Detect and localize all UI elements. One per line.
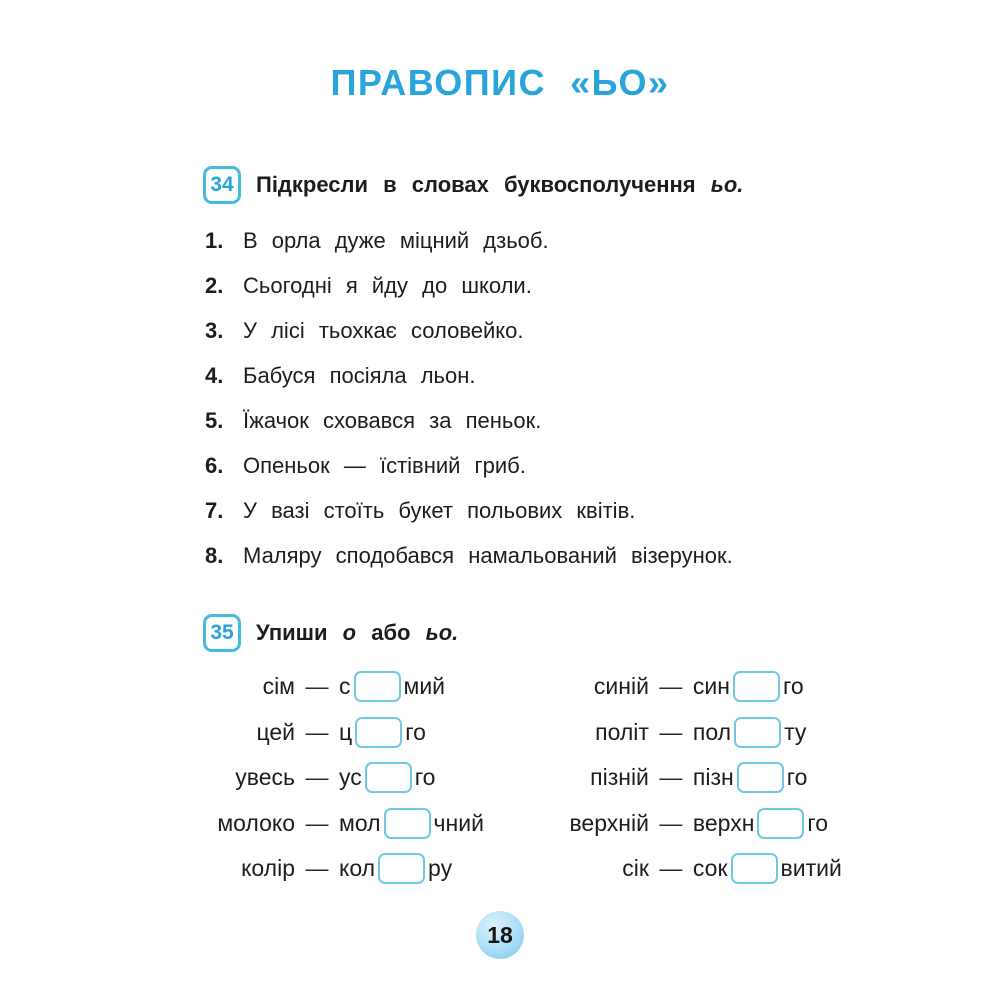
word-suffix: ру — [428, 855, 453, 882]
answer-blank[interactable] — [384, 808, 431, 839]
dash: — — [659, 673, 683, 700]
base-word: увесь — [235, 764, 295, 791]
sentence-number: 4. — [205, 362, 224, 388]
sentence-number: 6. — [205, 452, 224, 478]
exercise-35-section — [0, 614, 1000, 892]
answer-blank[interactable] — [757, 808, 804, 839]
instruction-text: або — [371, 620, 411, 645]
word-with-blank — [339, 853, 452, 884]
answer-blank[interactable] — [734, 717, 781, 748]
page-title-main: ПРАВОПИС — [330, 62, 547, 103]
word-pair-row — [534, 801, 842, 847]
answer-blank[interactable] — [365, 762, 412, 793]
word-pair-row — [198, 801, 484, 847]
dash: — — [305, 764, 329, 791]
pairs-column-right — [534, 664, 842, 892]
answer-blank[interactable] — [354, 671, 401, 702]
base-word: політ — [595, 718, 649, 745]
sentence-number: 2. — [205, 272, 224, 298]
word-with-blank — [693, 762, 808, 793]
instruction-text: Упиши — [256, 620, 328, 645]
sentence-text: Опеньок — їстівний гриб. — [243, 452, 526, 478]
sentence-list — [205, 218, 1000, 578]
word-with-blank — [693, 808, 828, 839]
word-prefix: сок — [692, 855, 728, 882]
sentence-text: Маляру сподобався намальований візерунок. — [243, 542, 733, 568]
word-prefix: ус — [339, 764, 362, 791]
sentence-number: 1. — [205, 227, 224, 253]
word-with-blank — [339, 671, 445, 702]
dash: — — [659, 809, 683, 836]
word-suffix: го — [786, 764, 808, 791]
word-pair-row — [534, 664, 842, 710]
sentence-text: Їжачок сховався за пеньок. — [243, 407, 542, 433]
answer-blank[interactable] — [378, 853, 425, 884]
dash: — — [305, 809, 329, 836]
word-with-blank — [693, 671, 804, 702]
instruction-emphasis: ьо. — [425, 620, 459, 645]
exercise-34-instruction — [256, 172, 743, 198]
word-prefix: кол — [339, 855, 376, 882]
word-with-blank — [339, 717, 426, 748]
word-prefix: мол — [339, 809, 381, 836]
sentence-item — [205, 353, 1000, 398]
word-suffix: го — [782, 673, 804, 700]
word-pair-row — [534, 846, 842, 892]
dash: — — [305, 718, 329, 745]
exercise-34-number-badge: 34 — [203, 166, 241, 204]
sentence-item — [205, 443, 1000, 488]
page-number-badge: 18 — [476, 911, 524, 959]
sentence-item — [205, 533, 1000, 578]
sentence-text: У вазі стоїть букет польових квітів. — [243, 497, 636, 523]
base-word: сік — [622, 855, 649, 882]
word-suffix: чний — [433, 809, 484, 836]
word-suffix: го — [807, 809, 829, 836]
sentence-item — [205, 488, 1000, 533]
page-title — [0, 0, 1000, 104]
sentence-item — [205, 263, 1000, 308]
word-pair-row — [198, 755, 484, 801]
sentence-number: 7. — [205, 497, 224, 523]
sentence-item — [205, 218, 1000, 263]
sentence-item — [205, 308, 1000, 353]
word-suffix: витий — [780, 855, 842, 882]
base-word: синій — [593, 673, 649, 700]
word-pair-row — [198, 664, 484, 710]
sentence-text: Сьогодні я йду до школи. — [243, 272, 532, 298]
answer-blank[interactable] — [355, 717, 402, 748]
sentence-number: 3. — [205, 317, 224, 343]
base-word: пізній — [590, 764, 649, 791]
base-word: верхній — [569, 809, 649, 836]
answer-blank[interactable] — [733, 671, 780, 702]
word-suffix: ту — [784, 718, 807, 745]
word-pair-row — [198, 710, 484, 756]
dash: — — [659, 718, 683, 745]
word-prefix: ц — [339, 718, 353, 745]
word-pair-row — [534, 710, 842, 756]
instruction-emphasis: о — [342, 620, 357, 645]
sentence-text: У лісі тьохкає соловейко. — [243, 317, 524, 343]
base-word: молоко — [217, 809, 295, 836]
pairs-column-left — [198, 664, 484, 892]
sentence-text: Бабуся посіяла льон. — [243, 362, 476, 388]
sentence-text: В орла дуже міцний дзьоб. — [243, 227, 549, 253]
word-with-blank — [693, 853, 842, 884]
word-pair-row — [534, 755, 842, 801]
answer-blank[interactable] — [731, 853, 778, 884]
exercise-35-number-badge: 35 — [203, 614, 241, 652]
word-prefix: пізн — [692, 764, 734, 791]
word-pair-row — [198, 846, 484, 892]
word-suffix: мий — [403, 673, 446, 700]
word-prefix: син — [692, 673, 730, 700]
exercise-35-instruction — [256, 620, 458, 646]
dash: — — [305, 673, 329, 700]
word-prefix: верхн — [692, 809, 755, 836]
dash: — — [305, 855, 329, 882]
base-word: колір — [241, 855, 295, 882]
exercise-34-header — [203, 166, 1000, 204]
instruction-text: Підкресли в словах буквосполучення — [256, 172, 696, 197]
page-title-quoted: «ЬО» — [570, 62, 670, 103]
word-prefix: пол — [692, 718, 732, 745]
word-suffix: го — [405, 718, 426, 745]
sentence-item — [205, 398, 1000, 443]
base-word: цей — [256, 718, 295, 745]
exercise-35-header — [203, 614, 1000, 652]
instruction-emphasis: ьо. — [710, 172, 744, 197]
answer-blank[interactable] — [737, 762, 784, 793]
exercise-34-section — [0, 166, 1000, 578]
word-prefix: с — [339, 673, 351, 700]
dash: — — [659, 764, 683, 791]
sentence-number: 5. — [205, 407, 224, 433]
word-suffix: го — [414, 764, 436, 791]
word-with-blank — [339, 762, 435, 793]
sentence-number: 8. — [205, 542, 224, 568]
word-with-blank — [693, 717, 806, 748]
word-pairs — [0, 664, 1000, 892]
base-word: сім — [262, 673, 295, 700]
dash: — — [659, 855, 683, 882]
word-with-blank — [339, 808, 484, 839]
